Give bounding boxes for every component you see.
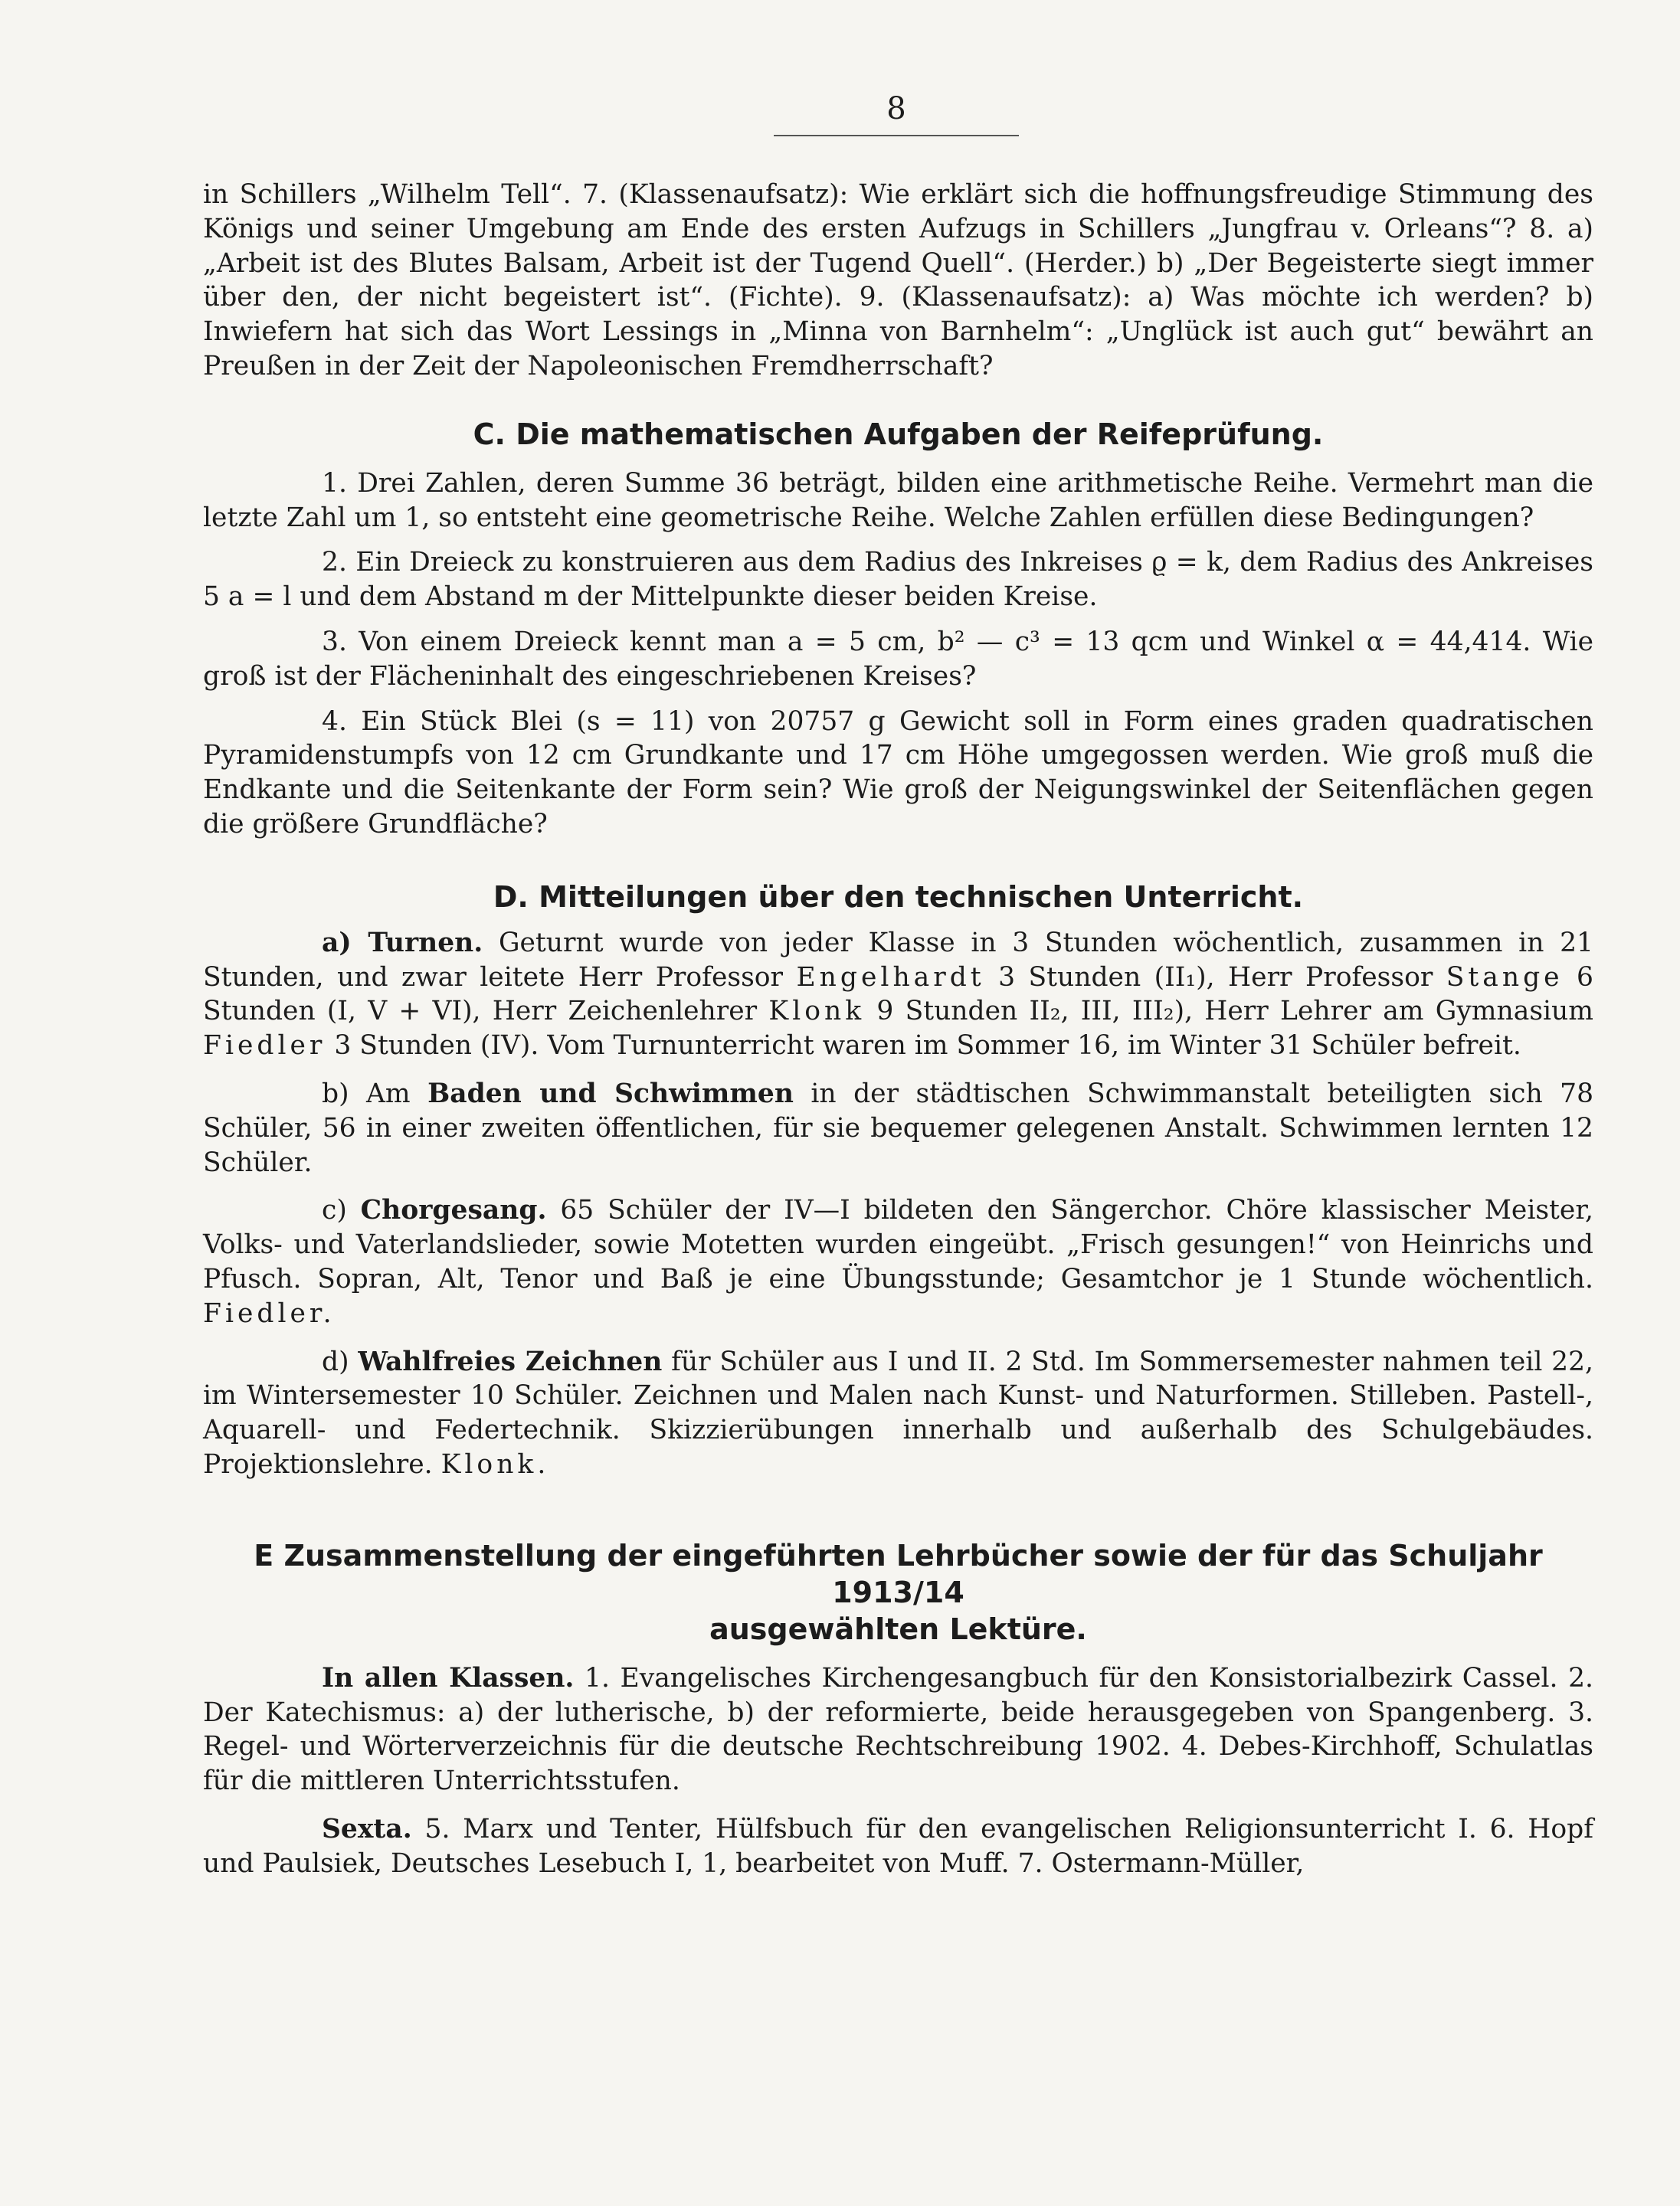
zeichnen-teacher: Klonk.: [440, 1448, 550, 1480]
turnen-text-1: Geturnt wurde von jeder Klasse in 3 Stunden wöchentlich, zusammen in 21 Stunden, und zwar leitete Herr Professor: [203, 927, 1593, 993]
page-number: 8: [774, 90, 1019, 136]
paragraph-chorgesang: [203, 1193, 1593, 1330]
all-classes-text: 1. Evangelisches Kirchengesangbuch für den Konsistorialbezirk Cassel. 2. Der Katechismus: a) der lutherische, b) der reformierte, beide herausgegeben von Spangenberg. 3. Regel- und Wörterverzeichnis für die deutsche Rechtschreibung 1902. 4. Debes-Kirchhoff, Schulatlas für die mittleren Unterrichtsstufen.: [203, 1662, 1593, 1797]
paragraph-zeichnen: [203, 1345, 1593, 1482]
paragraph-sexta: [203, 1812, 1593, 1881]
chorgesang-teacher: Fiedler.: [203, 1298, 336, 1329]
zeichnen-text: für Schüler aus I und II. 2 Std. Im Sommersemester nahmen teil 22, im Wintersemester 10 Schüler. Zeichnen und Malen nach Kunst- und Naturformen. Stilleben. Pastell-, Aquarell- und Federtechnik. Skizzierübungen innerhalb und außerhalb des Schulgebäudes. Projektionslehre.: [203, 1346, 1594, 1480]
turnen-label: a) Turnen.: [322, 927, 483, 958]
paragraph-all-classes: [203, 1661, 1593, 1799]
section-d-heading: D. Mitteilungen über den technischen Unterricht.: [493, 879, 1304, 914]
section-b-continuation: in Schillers „Wilhelm Tell“. 7. (Klassenaufsatz): Wie erklärt sich die hoffnungsfreudige Stimmung des Königs und seiner Umgebung am Ende des ersten Aufzugs in Schillers „Jungfrau v. Orleans“? 8. a) „Arbeit ist des Blutes Balsam, Arbeit ist der Tugend Quell“. (Herder.) b) „Der Begeisterte siegt immer über den, der nicht begeistert ist“. (Fichte). 9. (Klassenaufsatz): a) Was möchte ich werden? b) Inwiefern hat sich das Wort Lessings in „Minna von Barnhelm“: „Unglück ist auch gut“ bewährt an Preußen in der Zeit der Napoleonischen Fremdherrschaft?: [203, 179, 1593, 381]
zeichnen-label: Wahlfreies Zeichnen: [358, 1346, 663, 1377]
sexta-label: Sexta.: [322, 1813, 412, 1844]
schwimmen-prefix: b) Am: [322, 1078, 411, 1109]
task-3: 3. Von einem Dreieck kennt man a = 5 cm, b² — c³ = 13 qcm und Winkel α = 44,414. Wie groß ist der Flächeninhalt des eingeschriebenen Kreises?: [203, 626, 1593, 692]
paragraph-turnen: [203, 926, 1593, 1063]
turnen-text-2: 3 Stunden (II₁), Herr Professor: [998, 961, 1433, 993]
teacher-stange: Stange: [1446, 961, 1564, 993]
paragraph-schwimmen: [203, 1077, 1593, 1180]
turnen-text-4: 9 Stunden II₂, III, III₂), Herr Lehrer am Gymnasium: [876, 996, 1593, 1027]
zeichnen-prefix: d): [322, 1346, 349, 1377]
task-1: 1. Drei Zahlen, deren Summe 36 beträgt, bilden eine arithmetische Reihe. Vermehrt man die letzte Zahl um 1, so entsteht eine geometrische Reihe. Welche Zahlen erfüllen diese Bedingungen?: [203, 467, 1593, 533]
teacher-fiedler: Fiedler: [203, 1030, 326, 1062]
section-e-heading-line-2: ausgewählten Lektüre.: [709, 1612, 1087, 1646]
chorgesang-prefix: c): [322, 1195, 347, 1226]
task-2: 2. Ein Dreieck zu konstruieren aus dem Radius des Inkreises ϱ = k, dem Radius des Ankreises 5 a = l und dem Abstand m der Mittelpunkte dieser beiden Kreise.: [203, 547, 1593, 613]
all-classes-label: In allen Klassen.: [322, 1662, 575, 1694]
page-body: [203, 178, 1593, 1880]
schwimmen-label: Baden und Schwimmen: [427, 1078, 794, 1109]
sexta-text: 5. Marx und Tenter, Hülfsbuch für den evangelischen Religionsunterricht I. 6. Hopf und Paulsiek, Deutsches Lesebuch I, 1, bearbeitet von Muff. 7. Ostermann-Müller,: [203, 1813, 1594, 1879]
chorgesang-text: 65 Schüler der IV—I bildeten den Sängerchor. Chöre klassischer Meister, Volks- und Vaterlandslieder, sowie Motetten wurden eingeübt. „Frisch gesungen!“ von Heinrichs und Pfusch. Sopran, Alt, Tenor und Baß je eine Übungsstunde; Gesamtchor je 1 Stunde wöchentlich.: [203, 1195, 1594, 1294]
turnen-text-5: 3 Stunden (IV). Vom Turnunterricht waren im Sommer 16, im Winter 31 Schüler befreit.: [334, 1030, 1521, 1062]
teacher-engelhardt: Engelhardt: [796, 961, 985, 993]
section-c-heading: C. Die mathematischen Aufgaben der Reifeprüfung.: [473, 417, 1324, 451]
teacher-klonk: Klonk: [768, 996, 866, 1027]
chorgesang-label: Chorgesang.: [360, 1195, 547, 1226]
turnen-text-3: 6 Stunden (I, V + VI), Herr Zeichenlehrer: [203, 961, 1593, 1027]
task-4: 4. Ein Stück Blei (s = 11) von 20757 g Gewicht soll in Form eines graden quadratischen Pyramidenstumpfs von 12 cm Grundkante und 17 cm Höhe umgegossen werden. Wie groß muß die Endkante und die Seitenkante der Form sein? Wie groß der Neigungswinkel der Seitenflächen gegen die größere Grundfläche?: [203, 705, 1593, 840]
section-e-heading-line-1: E Zusammenstellung der eingeführten Lehrbücher sowie der für das Schuljahr 1913/14: [254, 1538, 1543, 1609]
schwimmen-text: in der städtischen Schwimmanstalt beteiligten sich 78 Schüler, 56 in einer zweiten öffentlichen, für sie bequemer gelegenen Anstalt. Schwimmen lernten 12 Schüler.: [203, 1078, 1594, 1178]
